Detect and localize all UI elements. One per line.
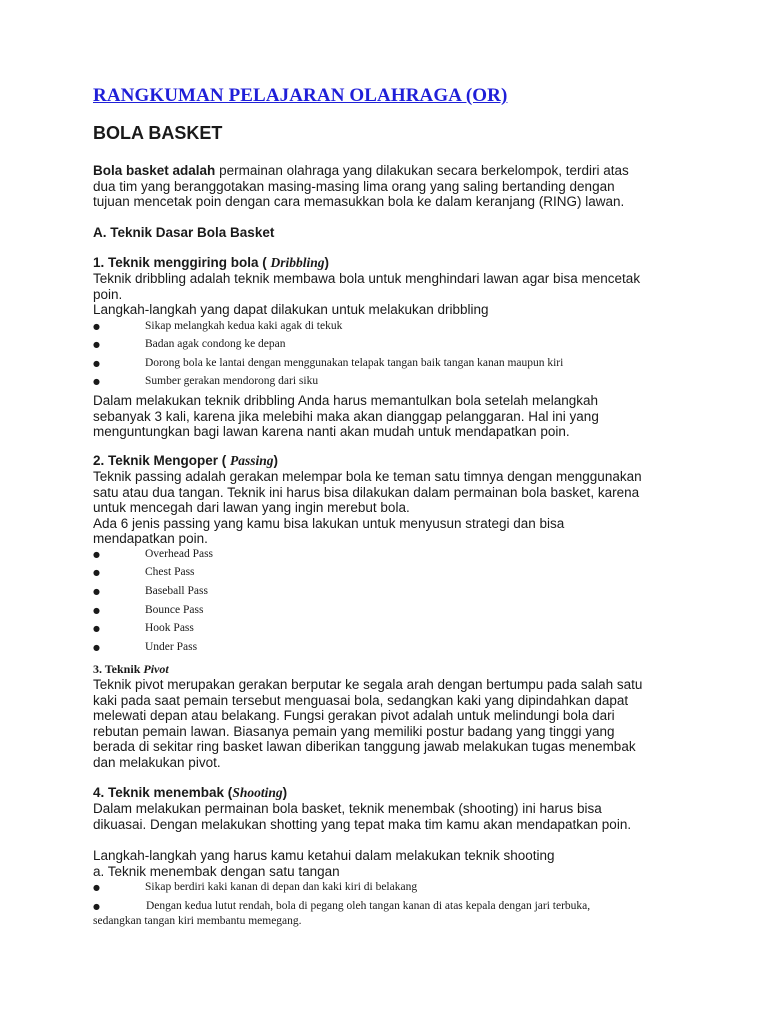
intro-bold: Bola basket adalah [93,163,216,178]
list-item-text: Hook Pass [145,622,194,634]
list-item-text: Dengan kedua lutut rendah, bola di pegang oleh tangan kanan di atas kepala dengan jari terbuka, [145,900,591,912]
section-4-steps [93,848,693,879]
bullet-icon: ● [93,568,100,577]
list-item-text: Baseball Pass [145,585,208,597]
section-4-close: ) [282,785,288,800]
list-item [93,899,713,929]
section-2-close: ) [273,453,279,468]
section-1-em: Dribbling [270,255,325,270]
list-item-text: Dorong bola ke lantai dengan menggunakan telapak tangan baik tangan kanan maupun kiri [145,357,564,369]
bullet-icon: ● [93,606,100,615]
bullet-icon: ● [93,550,100,559]
section-4-heading [93,785,287,801]
list-item-text: Under Pass [145,641,198,653]
section-4-line-4: a. Teknik menembak dengan satu tangan [93,863,340,879]
bullet-icon: ● [93,322,100,331]
intro-paragraph [93,163,693,210]
section-4-line-1: Dalam melakukan permainan bola basket, teknik menembak (shooting) ini harus bisa [93,801,602,816]
list-item-text-cont: sedangkan tangan kiri membantu memegang. [93,915,302,927]
section-2-line-1: Teknik passing adalah gerakan melempar bola ke teman satu timnya dengan menggunakan [93,469,642,484]
section-4-line-3: Langkah-langkah yang harus kamu ketahui dalam melakukan teknik shooting [93,848,555,863]
section-3-line-1: Teknik pivot merupakan gerakan berputar ke segala arah dengan bertumpu pada salah satu [93,677,643,692]
section-3-num: 3. Teknik [93,662,144,676]
section-3-line-2: kaki pada saat pemain tersebut menguasai bola, sedangkan kaki yang dipindahkan dapat [93,692,629,708]
list-item-text: Chest Pass [145,566,195,578]
bullet-icon: ● [93,883,100,892]
section-1-heading [93,255,329,271]
bullet-icon: ● [93,902,100,911]
list-item-text: Bounce Pass [145,604,204,616]
section-3-heading [93,662,169,678]
section-3-em: Pivot [143,662,169,676]
section-1-p-line-1: Dalam melakukan teknik dribbling Anda harus memantulkan bola setelah melangkah [93,393,599,408]
list-item-text: Sikap melangkah kedua kaki agak di tekuk [145,320,343,332]
section-1-line-3: Langkah-langkah yang dapat dilakukan untuk melakukan dribbling [93,302,489,317]
document-title-link[interactable]: RANGKUMAN PELAJARAN OLAHRAGA (OR) [93,85,508,106]
list-item-text: Sikap berdiri kaki kanan di depan dan kaki kiri di belakang [145,881,418,893]
section-2-heading [93,453,278,469]
section-2-line-3: untuk mencegah dari lawan yang ingin merebut bola. [93,500,410,515]
bullet-icon: ● [93,643,100,652]
section-4-line-2: dikuasai. Dengan melakukan shotting yang tepat maka tim kamu akan mendapatkan poin. [93,816,632,832]
bullet-icon: ● [93,587,100,596]
section-1-close: ) [324,255,330,270]
section-1-line-2: poin. [93,286,123,302]
section-4-em: Shooting [232,785,283,800]
section-1-p-line-3: menguntungkan bagi lawan karena nanti akan mudah untuk mendapatkan poin. [93,424,570,439]
section-3-line-4: rebutan pemain lawan. Biasanya pemain yang memiliki postur badang yang tinggi yang [93,723,615,739]
bullet-icon: ● [93,359,100,368]
bullet-icon: ● [93,377,100,386]
section-1-title: 1. Teknik menggiring bola ( [93,255,271,270]
list-item-text: Overhead Pass [145,548,214,560]
section-2-line-4: Ada 6 jenis passing yang kamu bisa lakukan untuk menyusun strategi dan bisa [93,515,565,531]
section-2-line-2: satu atau dua tangan. Teknik ini harus bisa dilakukan dalam permainan bola basket, karena [93,484,640,500]
intro-line-2: dua tim yang beranggotakan masing-masing lima orang yang saling bertanding dengan [93,178,615,194]
list-item-text: Badan agak condong ke depan [145,338,286,350]
section-3-paragraph [93,677,693,770]
section-3-line-5: berada di sekitar ring basket lawan diberikan tanggung jawab melakukan tugas menembak [93,739,636,754]
heading-bola-basket: BOLA BASKET [93,123,223,143]
list-item-text: Sumber gerakan mendorong dari siku [145,375,319,387]
section-1-closing-paragraph [93,393,693,440]
section-4-title: 4. Teknik menembak ( [93,785,233,800]
section-2-line-5: mendapatkan poin. [93,531,208,546]
intro-line-3: tujuan mencetak poin dengan cara memasukkan bola ke dalam keranjang (RING) lawan. [93,194,625,209]
section-4-paragraph [93,801,693,832]
section-1-paragraph [93,271,693,318]
section-1-line-1: Teknik dribbling adalah teknik membawa bola untuk menghindari lawan agar bisa mencetak [93,271,641,286]
bullet-icon: ● [93,624,100,633]
section-3-line-6: dan melakukan pivot. [93,754,221,770]
section-3-line-3: melewati depan atau belakang. Fungsi gerakan pivot adalah untuk melindungi bola dari [93,708,615,723]
section-1-p-line-2: sebanyak 3 kali, karena jika melebihi maka akan dianggap pelanggaran. Hal ini yang [93,408,599,424]
section-2-paragraph [93,469,693,547]
section-2-title: 2. Teknik Mengoper ( [93,453,231,468]
bullet-icon: ● [93,340,100,349]
intro-line-1: permainan olahraga yang dilakukan secara berkelompok, terdiri atas [215,163,629,178]
section-a-heading: A. Teknik Dasar Bola Basket [93,225,275,240]
section-2-em: Passing [230,453,274,468]
